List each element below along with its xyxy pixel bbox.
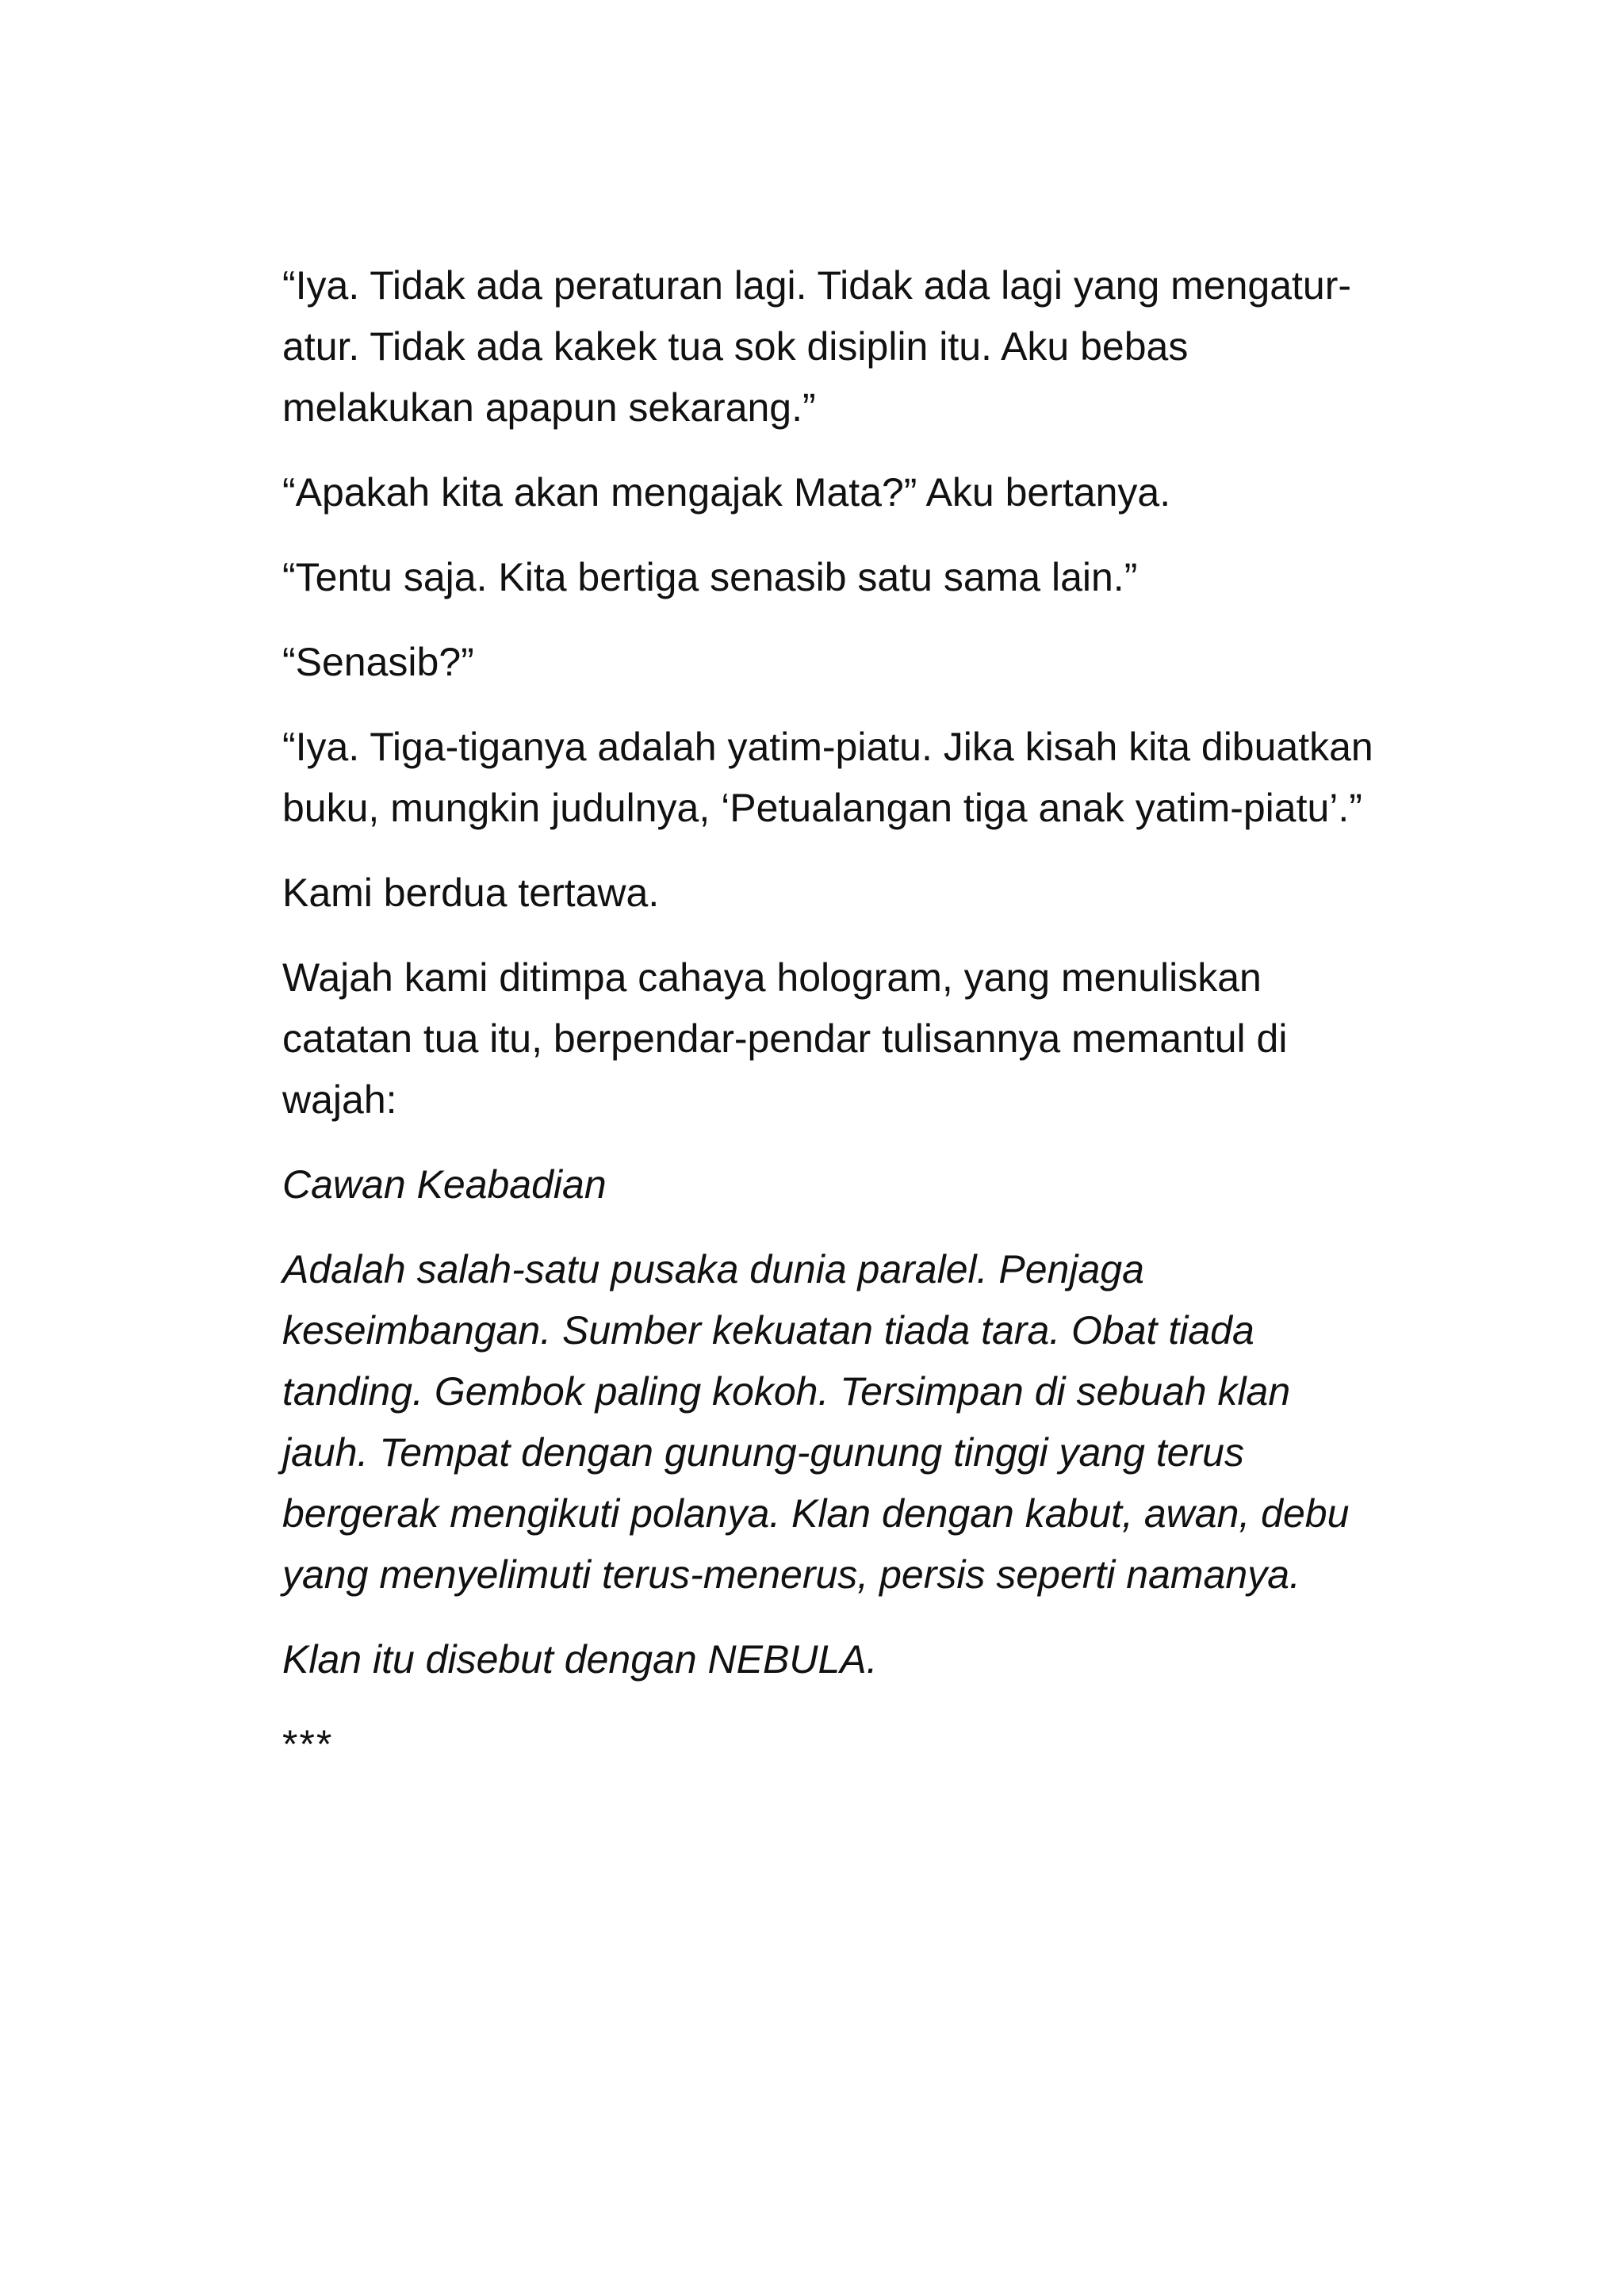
paragraph: “Senasib?” <box>282 640 474 684</box>
paragraph: “Tentu saja. Kita bertiga senasib satu sama lain.” <box>282 555 1138 599</box>
paragraph: “Iya. Tiga-tiganya adalah yatim-piatu. Jika kisah kita dibuatkan buku, mungkin judulnya, ‘Petualangan tiga anak yatim-piatu’.” <box>282 725 1373 830</box>
hologram-title: Cawan Keabadian <box>282 1162 607 1207</box>
hologram-text: Klan itu disebut dengan NEBULA. <box>282 1637 878 1682</box>
paragraph: “Apakah kita akan mengajak Mata?” Aku bertanya. <box>282 470 1171 515</box>
paragraph: Kami berdua tertawa. <box>282 871 660 915</box>
body-text <box>282 255 1385 1775</box>
paragraph: Wajah kami ditimpa cahaya hologram, yang menuliskan catatan tua itu, berpendar-pendar tulisannya memantul di wajah: <box>282 955 1288 1122</box>
hologram-text: Adalah salah-satu pusaka dunia paralel. Penjaga keseimbangan. Sumber kekuatan tiada tara. Obat tiada tanding. Gembok paling kokoh. Tersimpan di sebuah klan jauh. Tempat dengan gunung-gunung tinggi yang terus bergerak mengikuti polanya. Klan dengan kabut, awan, debu yang menyelimuti terus-menerus, persis seperti namanya. <box>282 1247 1350 1597</box>
paragraph: “Iya. Tidak ada peraturan lagi. Tidak ada lagi yang mengatur-atur. Tidak ada kakek tua sok disiplin itu. Aku bebas melakukan apapun sekarang.” <box>282 263 1352 430</box>
section-break: *** <box>282 1722 334 1766</box>
